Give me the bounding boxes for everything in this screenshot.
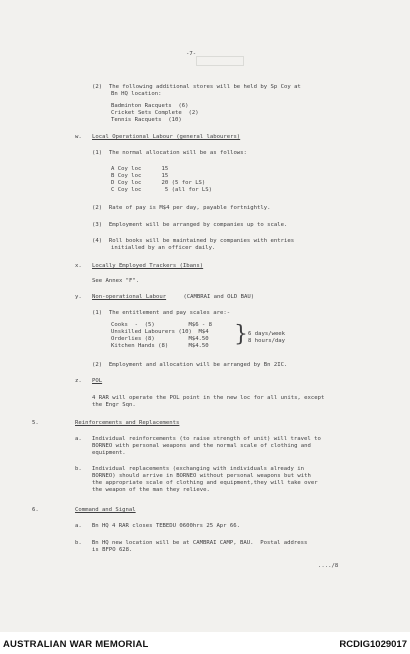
line: (4) Roll books will be maintained by companies with entries [92, 238, 295, 244]
line: 4 RAR will operate the POL point in the new loc for all units, except [92, 395, 325, 401]
paragraph-number: 5. [32, 420, 39, 426]
line: (2) The following additional stores will be held by Sp Coy at [92, 84, 301, 90]
faint-stamp [196, 56, 244, 66]
section-letter: y. [75, 294, 82, 300]
section-heading: Non-operational Labour [92, 294, 167, 300]
line: C Coy loc 5 (all for LS) [111, 187, 213, 193]
line: the weapon of the man they relieve. [92, 487, 210, 493]
page-number: -7- [186, 51, 197, 57]
line: (3) Employment will be arranged by companies up to scale. [92, 222, 288, 228]
line: (1) The entitlement and pay scales are:- [92, 310, 231, 316]
paragraph-heading: Reinforcements and Replacements [75, 420, 180, 426]
pay-row: Kitchen Hands (8) M$4.50 [111, 343, 209, 349]
paragraph-heading: Command and Signal [75, 507, 136, 513]
section-heading: Locally Employed Trackers (Ibans) [92, 263, 204, 269]
section-letter: w. [75, 134, 82, 140]
line: a. Individual reinforcements (to raise strength of unit) will travel to [75, 436, 321, 442]
archive-footer [0, 633, 410, 654]
line: a. Bn HQ 4 RAR closes TEBEDU 0600hrs 25 Apr 66. [75, 523, 241, 529]
line: equipment. [92, 450, 126, 456]
section-letter: x. [75, 263, 82, 269]
section-heading-suffix: (CAMBRAI and OLD BAU) [180, 294, 255, 300]
line: (2) Rate of pay is M$4 per day, payable fortnightly. [92, 205, 271, 211]
paragraph-number: 6. [32, 507, 39, 513]
line: BORNEO) should arrive in BORNEO without personal weapons but with [92, 473, 311, 479]
line: initialled by an officer daily. [111, 245, 216, 251]
line: (1) The normal allocation will be as follows: [92, 150, 247, 156]
pay-row: Orderlies (8) M$4.50 [111, 336, 209, 342]
section-heading: Local Operational Labour (general labourers) [92, 134, 241, 140]
section-heading: POL [92, 378, 103, 384]
line: Bn HQ location: [111, 91, 162, 97]
line: the Engr Sqn. [92, 402, 136, 408]
line: See Annex "F". [92, 278, 140, 284]
schedule-note: 8 hours/day [248, 338, 286, 344]
line: Badminton Racquets (6) [111, 103, 189, 109]
line: D Coy loc 20 (5 for LS) [111, 180, 206, 186]
line: is BFPO 628. [92, 547, 133, 553]
brace-mark: } [234, 322, 248, 347]
continuation-marker: ..../8 [318, 563, 339, 569]
pay-row: Unskilled Labourers (10) M$4 [111, 329, 209, 335]
line: Tennis Racquets (10) [111, 117, 182, 123]
line: B Coy loc 15 [111, 173, 169, 179]
pay-row: Cooks - (5) M$6 - 8 [111, 322, 213, 328]
footer-record-id: RCDIG1029017 [339, 639, 407, 650]
schedule-note: 6 days/week [248, 331, 286, 337]
section-letter: z. [75, 378, 82, 384]
line: b. Individual replacements (exchanging with individuals already in [75, 466, 305, 472]
line: Cricket Sets Complete (2) [111, 110, 199, 116]
line: b. Bn HQ new location will be at CAMBRAI CAMP, BAU. Postal address [75, 540, 308, 546]
line: (2) Employment and allocation will be arranged by Bn 2IC. [92, 362, 288, 368]
line: A Coy loc 15 [111, 166, 169, 172]
line: BORNEO with personal weapons and the normal scale of clothing and [92, 443, 311, 449]
line: the appropriate scale of clothing and equipment,they will take over [92, 480, 318, 486]
footer-institution: AUSTRALIAN WAR MEMORIAL [3, 639, 149, 650]
